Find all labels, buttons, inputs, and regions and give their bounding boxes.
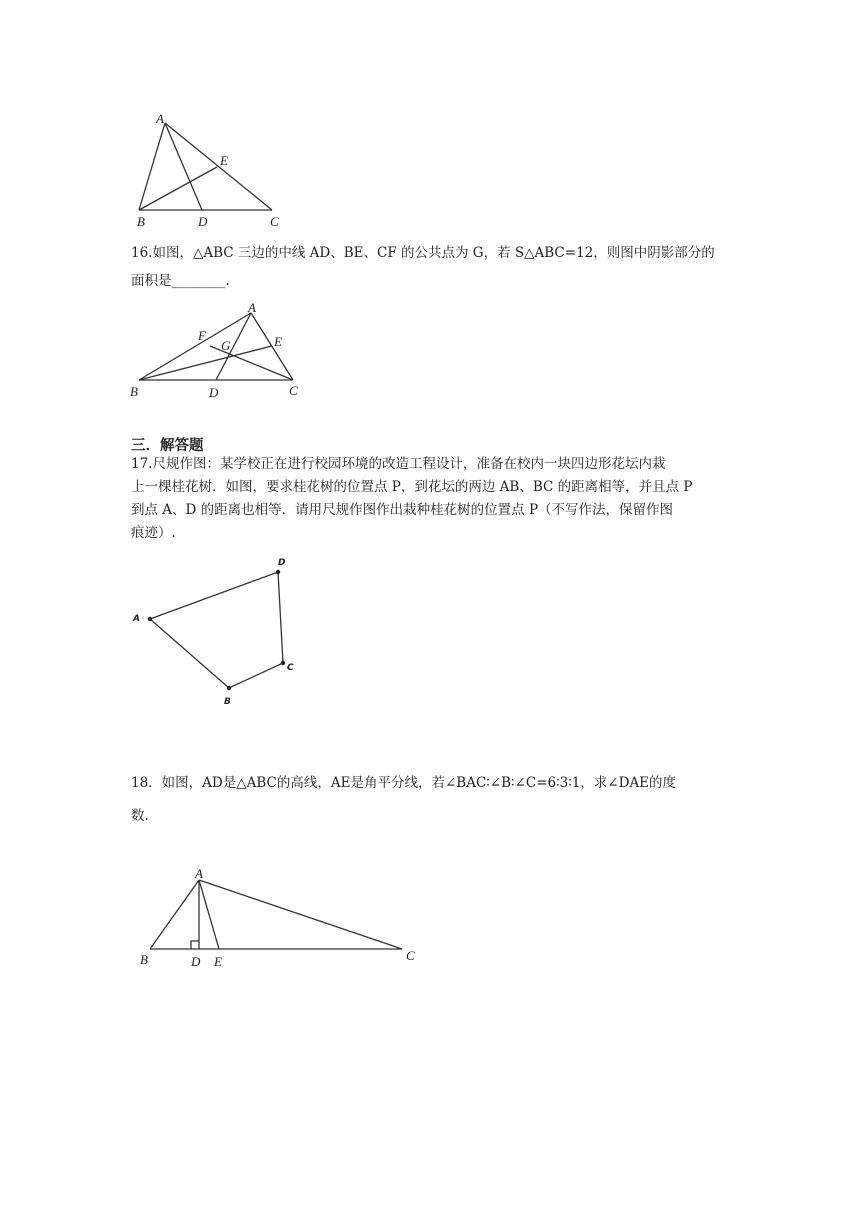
figure-q18: [130, 862, 430, 972]
vertex-label-f: F: [198, 328, 206, 343]
q16-line-2: [131, 270, 230, 293]
right-angle-mark: [191, 941, 199, 949]
point-c: [281, 661, 285, 665]
vertex-label-b: B: [224, 697, 231, 707]
segment-ab: [139, 123, 165, 210]
point-b: [227, 686, 231, 690]
vertex-label-d: D: [198, 214, 208, 229]
vertex-label-d: D: [191, 954, 201, 969]
vertex-label-a: A: [248, 300, 256, 315]
q16-line-1: 16.如图，△ABC 三边的中线 AD、BE、CF 的公共点为 G，若 S△ABC=12，则图中阴影部分的: [131, 245, 715, 261]
point-a: [148, 617, 152, 621]
q16-line-2-suffix: .: [225, 273, 230, 289]
q17-line-2: 上一棵桂花树．如图，要求桂花树的位置点 P，到花坛的两边 AB、BC 的距离相等，并且点 P: [131, 479, 693, 495]
segment-ad: [165, 123, 202, 210]
vertex-label-a: A: [195, 866, 203, 881]
vertex-label-e: E: [220, 153, 228, 168]
segment-be: [139, 167, 217, 210]
vertex-label-a: A: [156, 111, 164, 126]
vertex-label-e: E: [274, 334, 282, 349]
vertex-label-c: C: [287, 663, 294, 673]
vertex-label-d: D: [209, 385, 219, 400]
quadrilateral-abcd: [150, 572, 283, 688]
segment-ab: [150, 880, 199, 949]
vertex-label-e: E: [214, 954, 222, 969]
q16-line-2-prefix: 面积是: [131, 273, 172, 289]
segment-ac: [199, 880, 402, 949]
vertex-label-g: G: [221, 338, 231, 353]
point-d: [276, 570, 280, 574]
vertex-label-d: D: [278, 558, 286, 568]
vertex-label-c: C: [289, 383, 298, 398]
vertex-label-a: A: [133, 614, 140, 624]
vertex-label-b: B: [140, 952, 148, 967]
figure-q17: [128, 552, 308, 712]
segment-ac: [165, 123, 272, 210]
answer-blank: ________: [171, 273, 226, 289]
q17-line-3: 到点 A、D 的距离也相等．请用尺规作图作出栽种桂花树的位置点 P（不写作法，保留作图: [131, 502, 674, 518]
bisector-ae: [199, 880, 219, 949]
q17-line-4: 痕迹）.: [131, 525, 176, 541]
vertex-label-c: C: [270, 214, 279, 229]
vertex-label-b: B: [130, 384, 138, 399]
vertex-label-b: B: [137, 214, 145, 229]
figure-q16: [128, 298, 318, 403]
section-heading: 三．解答题: [131, 437, 204, 454]
figure-q15: [130, 105, 300, 235]
q18-line-2: 数.: [131, 808, 149, 824]
vertex-label-c: C: [406, 948, 415, 963]
q18-line-1: 18．如图，AD是△ABC的高线，AE是角平分线，若∠BAC∶∠B∶∠C=6∶3∶1，求∠DAE的度: [131, 775, 677, 791]
q17-line-1: 17.尺规作图：某学校正在进行校园环境的改造工程设计，准备在校内一块四边形花坛内栽: [131, 456, 666, 472]
